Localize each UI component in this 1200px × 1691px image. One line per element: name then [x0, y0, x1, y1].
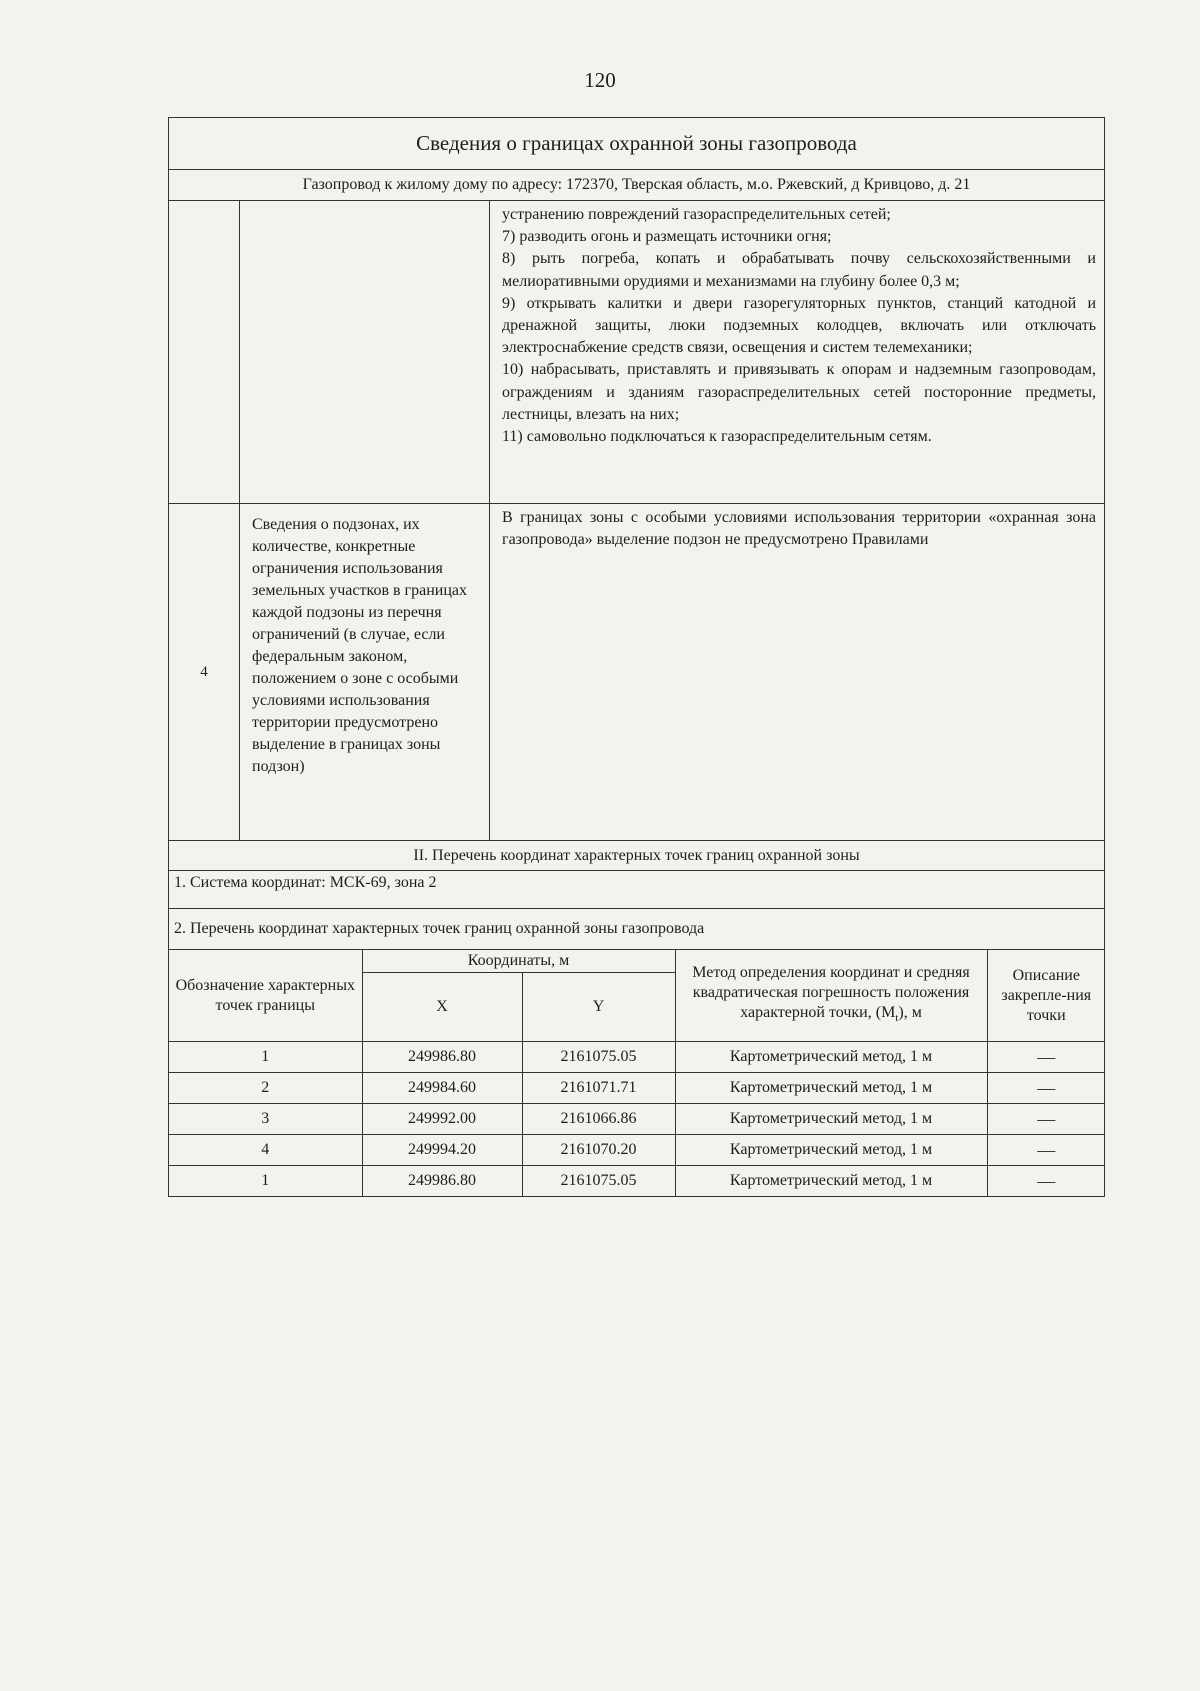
cell-point: 1 — [169, 1166, 362, 1197]
subzones-text-cell: В границах зоны с особыми условиями использования территории «охранная зона газопровода» выделение подзон не предусмотрено Правилами — [489, 504, 1104, 840]
cell-method: Картометрический метод, 1 м — [675, 1042, 987, 1073]
header-coordinates: Координаты, м — [362, 950, 675, 973]
header-method-end: ), м — [898, 1003, 922, 1021]
restriction-line: 7) разводить огонь и размещать источники огня; — [502, 228, 832, 246]
header-point-designation: Обозначение характерных точек границы — [169, 950, 362, 1042]
table-row — [169, 1042, 1105, 1073]
cell-fixing: — — [987, 1104, 1105, 1135]
header-method-sub: t — [895, 1012, 899, 1025]
cell-x: 249992.00 — [362, 1104, 522, 1135]
cell-y: 2161075.05 — [522, 1166, 675, 1197]
page-number: 120 — [584, 68, 616, 92]
cell-method: Картометрический метод, 1 м — [675, 1166, 987, 1197]
cell-fixing: — — [987, 1073, 1105, 1104]
cell-x: 249986.80 — [362, 1042, 522, 1073]
header-x: X — [362, 973, 522, 1042]
section-title: II. Перечень координат характерных точек границ охранной зоны — [169, 841, 1104, 871]
row-number-cell — [169, 201, 239, 503]
cell-point: 1 — [169, 1042, 362, 1073]
document-title: Сведения о границах охранной зоны газопровода — [169, 118, 1104, 170]
cell-fixing: — — [987, 1166, 1105, 1197]
cell-y: 2161070.20 — [522, 1135, 675, 1166]
table-row-continued — [169, 201, 1104, 504]
restrictions-text-cell — [489, 201, 1104, 503]
cell-method: Картометрический метод, 1 м — [675, 1104, 987, 1135]
table-row — [169, 1073, 1105, 1104]
coordinates-list-title: 2. Перечень координат характерных точек границ охранной зоны газопровода — [174, 920, 705, 937]
restriction-line: 11) самовольно подключаться к газораспределительным сетям. — [502, 428, 932, 446]
cell-method: Картометрический метод, 1 м — [675, 1073, 987, 1104]
cell-point: 2 — [169, 1073, 362, 1104]
restriction-line: 10) набрасывать, приставлять и привязывать к опорам и надземным газопроводам, ограждениям и зданиям газораспределительных сетей посторонние предметы, лестницы, влезать на них; — [502, 361, 1096, 423]
cell-x: 249986.80 — [362, 1166, 522, 1197]
row-number-cell: 4 — [200, 663, 208, 680]
cell-y: 2161066.86 — [522, 1104, 675, 1135]
row-description-cell: Сведения о подзонах, их количестве, конкретные ограничения использования земельных участков в границах каждой подзоны из перечня ограничений (в случае, если федеральным законом, положением о зоне с особыми условиями использования территории предусмотрено выделение в границах зоны подзон) — [239, 504, 489, 840]
cell-method: Картометрический метод, 1 м — [675, 1135, 987, 1166]
cell-point: 3 — [169, 1104, 362, 1135]
header-method-text: Метод определения координат и средняя квадратическая погрешность положения характерной точки, (M — [692, 963, 970, 1021]
document-subtitle: Газопровод к жилому дому по адресу: 172370, Тверская область, м.о. Ржевский, д Кривцово, д. 21 — [169, 170, 1104, 201]
table-row — [169, 1135, 1105, 1166]
cell-fixing: — — [987, 1042, 1105, 1073]
table-row-4 — [169, 504, 1104, 841]
coordinate-system: 1. Система координат: МСК-69, зона 2 — [169, 871, 1104, 909]
document-frame — [168, 117, 1105, 1197]
header-fixing: Описание закрепле-ния точки — [987, 950, 1105, 1042]
cell-y: 2161071.71 — [522, 1073, 675, 1104]
row-description-cell — [239, 201, 489, 503]
header-y: Y — [522, 973, 675, 1042]
table-row — [169, 1166, 1105, 1197]
restriction-line: устранению повреждений газораспределительных сетей; — [502, 206, 891, 223]
cell-fixing: — — [987, 1135, 1105, 1166]
header-method — [675, 950, 987, 1042]
table-row — [169, 1104, 1105, 1135]
restriction-line: 8) рыть погреба, копать и обрабатывать почву сельскохозяйственными и мелиоративными орудиями и механизмами на глубину более 0,3 м; — [502, 250, 1096, 290]
cell-x: 249984.60 — [362, 1073, 522, 1104]
restriction-line: 9) открывать калитки и двери газорегуляторных пунктов, станций катодной и дренажной защиты, люки подземных колодцев, включать или отключать электроснабжение средств связи, освещения и систем телемеханики; — [502, 294, 1096, 357]
coordinates-table — [169, 949, 1105, 1196]
cell-x: 249994.20 — [362, 1135, 522, 1166]
cell-y: 2161075.05 — [522, 1042, 675, 1073]
cell-point: 4 — [169, 1135, 362, 1166]
